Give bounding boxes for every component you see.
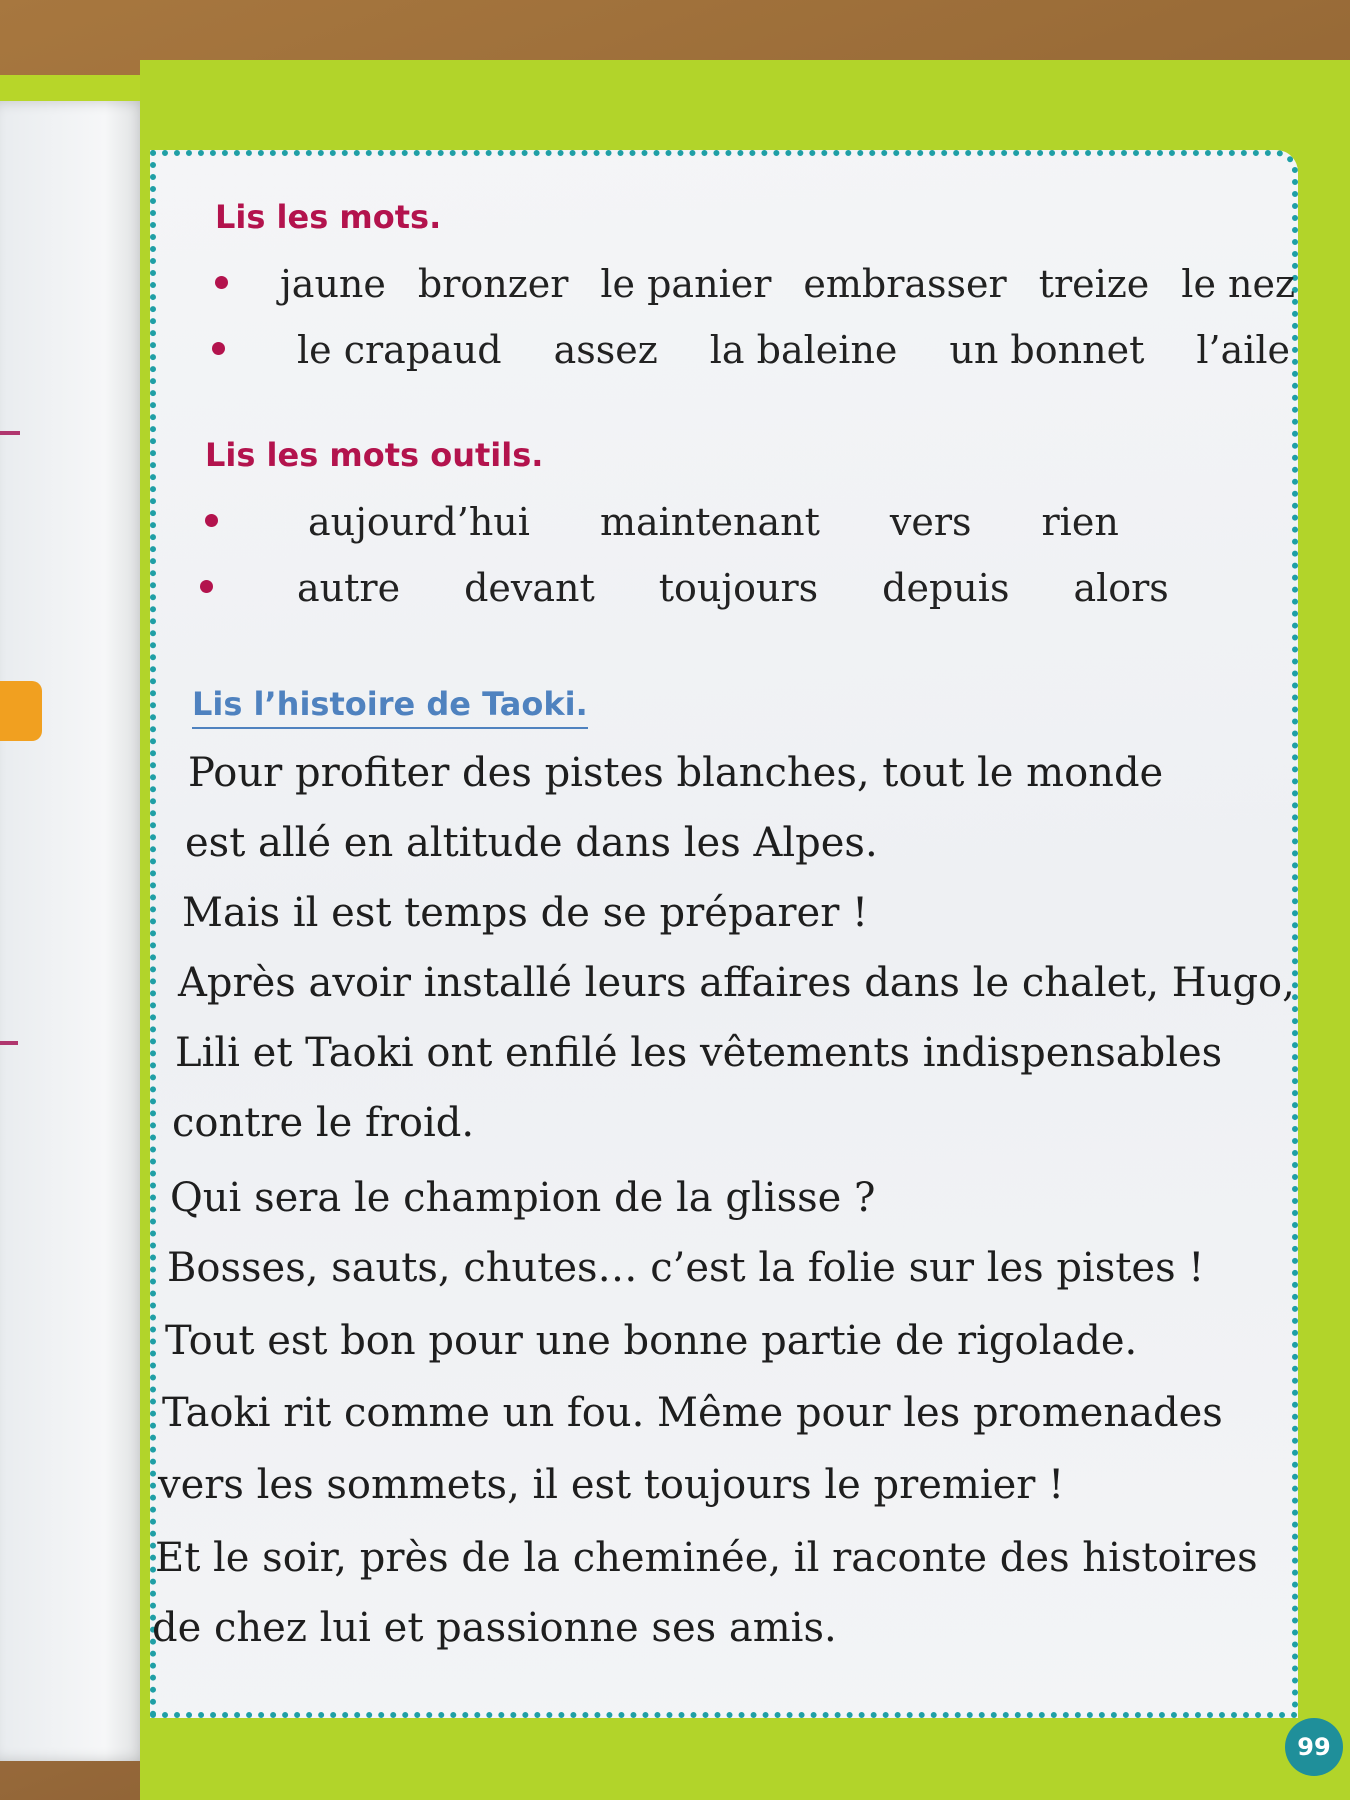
- bullet-icon: [215, 276, 228, 289]
- story-line: Et le soir, près de la cheminée, il raconte des histoires: [155, 1535, 1258, 1581]
- word: le panier: [600, 262, 772, 306]
- story-line: Bosses, sauts, chutes… c’est la folie sur les pistes !: [167, 1245, 1205, 1291]
- bullet-icon: [205, 514, 218, 527]
- word: autre: [297, 566, 401, 610]
- word: le nez: [1181, 262, 1295, 306]
- word: bronzer: [417, 262, 569, 306]
- word: le crapaud: [297, 328, 502, 372]
- word: maintenant: [599, 500, 820, 544]
- word: embrasser: [803, 262, 1007, 306]
- decoration-line: [0, 1041, 18, 1045]
- story-line: vers les sommets, il est toujours le premier !: [158, 1462, 1065, 1508]
- section-title-tool-words: Lis les mots outils.: [205, 436, 544, 474]
- comb-illustration: [0, 681, 42, 741]
- word: l’aile: [1196, 328, 1291, 372]
- story-line: Après avoir installé leurs affaires dans le chalet, Hugo,: [178, 960, 1295, 1006]
- word-row-1: [215, 262, 1295, 306]
- tool-word-row-1: [205, 500, 1119, 544]
- story-line: de chez lui et passionne ses amis.: [152, 1605, 837, 1651]
- story-line: est allé en altitude dans les Alpes.: [185, 820, 878, 866]
- story-line: Tout est bon pour une bonne partie de rigolade.: [165, 1318, 1138, 1364]
- word: vers: [889, 500, 972, 544]
- story-line: contre le froid.: [172, 1100, 475, 1146]
- tool-word-row-2: [200, 566, 1169, 610]
- story-line: Mais il est temps de se préparer !: [182, 890, 869, 936]
- word: un bonnet: [949, 328, 1145, 372]
- word: jaune: [280, 262, 386, 306]
- word: depuis: [882, 566, 1010, 610]
- section-title-words: Lis les mots.: [215, 198, 442, 236]
- story-line: Qui sera le champion de la glisse ?: [170, 1175, 876, 1221]
- word: assez: [553, 328, 658, 372]
- story-line: Lili et Taoki ont enfilé les vêtements indispensables: [175, 1030, 1223, 1076]
- word: aujourd’hui: [308, 500, 530, 544]
- left-page: [0, 75, 150, 1761]
- word: la baleine: [709, 328, 898, 372]
- story-line: Taoki rit comme un fou. Même pour les promenades: [162, 1390, 1223, 1436]
- bullet-icon: [212, 342, 225, 355]
- page-number: 99: [1285, 1718, 1343, 1776]
- word: rien: [1041, 500, 1119, 544]
- word-row-2: [212, 328, 1290, 372]
- word: treize: [1038, 262, 1150, 306]
- bullet-icon: [200, 580, 213, 593]
- decoration-line: [0, 431, 20, 435]
- word: toujours: [658, 566, 819, 610]
- word: alors: [1073, 566, 1169, 610]
- word: devant: [464, 566, 595, 610]
- story-line: Pour profiter des pistes blanches, tout le monde: [188, 750, 1164, 796]
- story-title: Lis l’histoire de Taoki.: [192, 685, 588, 729]
